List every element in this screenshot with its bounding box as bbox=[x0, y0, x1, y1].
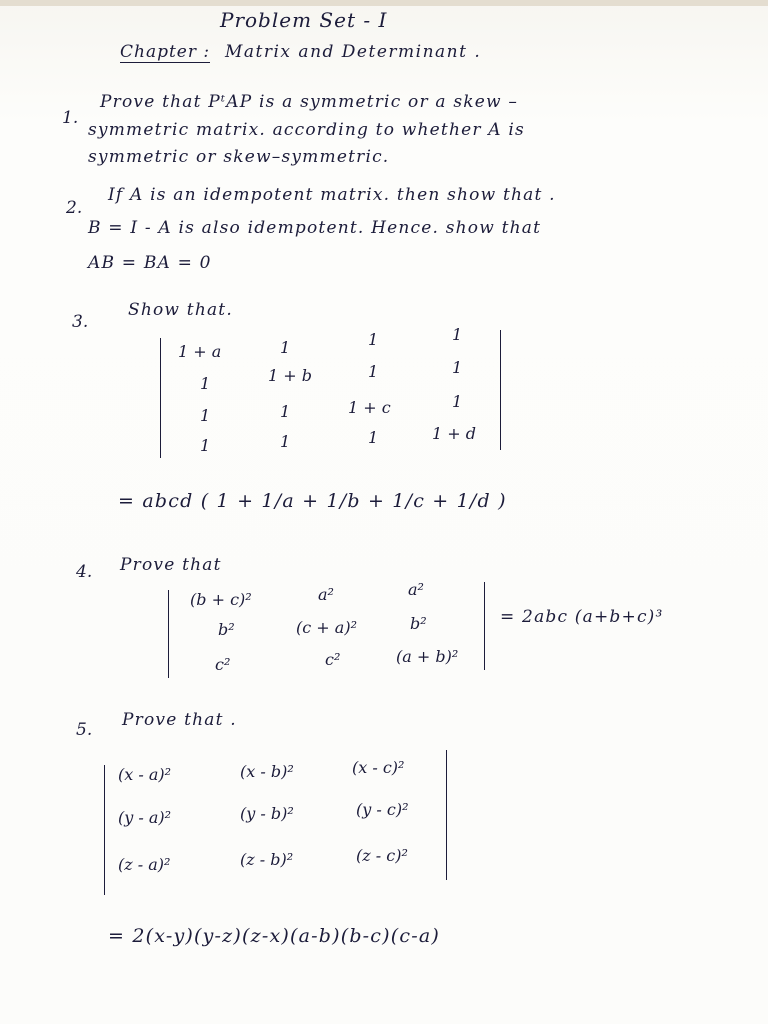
problem-1-line-1: Prove that PᵗAP is a symmetric or a skew – bbox=[100, 92, 519, 112]
p3-det-left-bar bbox=[160, 338, 161, 458]
problem-1-number: 1. bbox=[62, 108, 79, 128]
problem-4-number: 4. bbox=[76, 562, 93, 582]
problem-2-line-2: B = I - A is also idempotent. Hence. show that bbox=[88, 218, 542, 238]
p3-cell: 1 bbox=[200, 406, 211, 425]
p4-cell: (c + a)² bbox=[296, 618, 357, 637]
p4-cell: b² bbox=[218, 620, 235, 639]
p3-cell: 1 bbox=[200, 374, 211, 393]
p3-cell: 1 bbox=[452, 325, 463, 344]
problem-2-line-3: AB = BA = 0 bbox=[88, 253, 212, 273]
p4-cell: (a + b)² bbox=[396, 647, 459, 666]
p3-cell: 1 bbox=[200, 436, 211, 455]
p4-det-left-bar bbox=[168, 590, 169, 678]
p4-cell: b² bbox=[410, 614, 427, 633]
problem-5-result: = 2(x-y)(y-z)(z-x)(a-b)(b-c)(c-a) bbox=[108, 925, 440, 947]
p3-cell: 1 + d bbox=[432, 424, 476, 443]
problem-3-result: = abcd ( 1 + 1/a + 1/b + 1/c + 1/d ) bbox=[118, 490, 507, 512]
problem-5-number: 5. bbox=[76, 720, 93, 740]
p3-cell: 1 bbox=[452, 358, 463, 377]
problem-1-line-3: symmetric or skew–symmetric. bbox=[88, 147, 390, 167]
p3-cell: 1 bbox=[368, 330, 379, 349]
problem-5-intro: Prove that . bbox=[122, 710, 237, 730]
problem-1-line-2: symmetric matrix. according to whether A is bbox=[88, 120, 525, 140]
problem-2-line-1: If A is an idempotent matrix. then show that . bbox=[108, 185, 556, 205]
p4-cell: a² bbox=[408, 580, 424, 599]
p3-cell: 1 bbox=[280, 432, 291, 451]
p4-det-right-bar bbox=[484, 582, 485, 670]
p5-det-right-bar bbox=[446, 750, 447, 880]
p5-cell: (x - b)² bbox=[240, 762, 294, 781]
p5-cell: (y - c)² bbox=[356, 800, 409, 819]
page-top-edge bbox=[0, 0, 768, 6]
problem-4-result: = 2abc (a+b+c)³ bbox=[500, 607, 664, 627]
p3-det-right-bar bbox=[500, 330, 501, 450]
page-title: Problem Set - I bbox=[220, 8, 388, 32]
p4-cell: c² bbox=[325, 650, 341, 669]
chapter-label: Chapter : bbox=[120, 42, 211, 62]
p3-cell: 1 bbox=[280, 402, 291, 421]
problem-3-number: 3. bbox=[72, 312, 89, 332]
p5-cell: (x - c)² bbox=[352, 758, 405, 777]
p3-cell: 1 bbox=[368, 428, 379, 447]
p4-cell: (b + c)² bbox=[190, 590, 252, 609]
p3-cell: 1 + b bbox=[268, 366, 312, 385]
p5-cell: (x - a)² bbox=[118, 765, 172, 784]
p5-cell: (y - a)² bbox=[118, 808, 172, 827]
p5-cell: (z - c)² bbox=[356, 846, 408, 865]
p5-cell: (z - a)² bbox=[118, 855, 171, 874]
p3-cell: 1 + c bbox=[348, 398, 391, 417]
problem-2-number: 2. bbox=[66, 198, 83, 218]
p4-cell: c² bbox=[215, 655, 231, 674]
p4-cell: a² bbox=[318, 585, 334, 604]
problem-3-intro: Show that. bbox=[128, 300, 233, 320]
p3-cell: 1 bbox=[452, 392, 463, 411]
p5-cell: (z - b)² bbox=[240, 850, 294, 869]
problem-4-intro: Prove that bbox=[120, 555, 222, 575]
p3-cell: 1 + a bbox=[178, 342, 222, 361]
p3-cell: 1 bbox=[280, 338, 291, 357]
p3-cell: 1 bbox=[368, 362, 379, 381]
p5-det-left-bar bbox=[104, 765, 105, 895]
chapter-name: Matrix and Determinant . bbox=[225, 42, 482, 62]
p5-cell: (y - b)² bbox=[240, 804, 294, 823]
